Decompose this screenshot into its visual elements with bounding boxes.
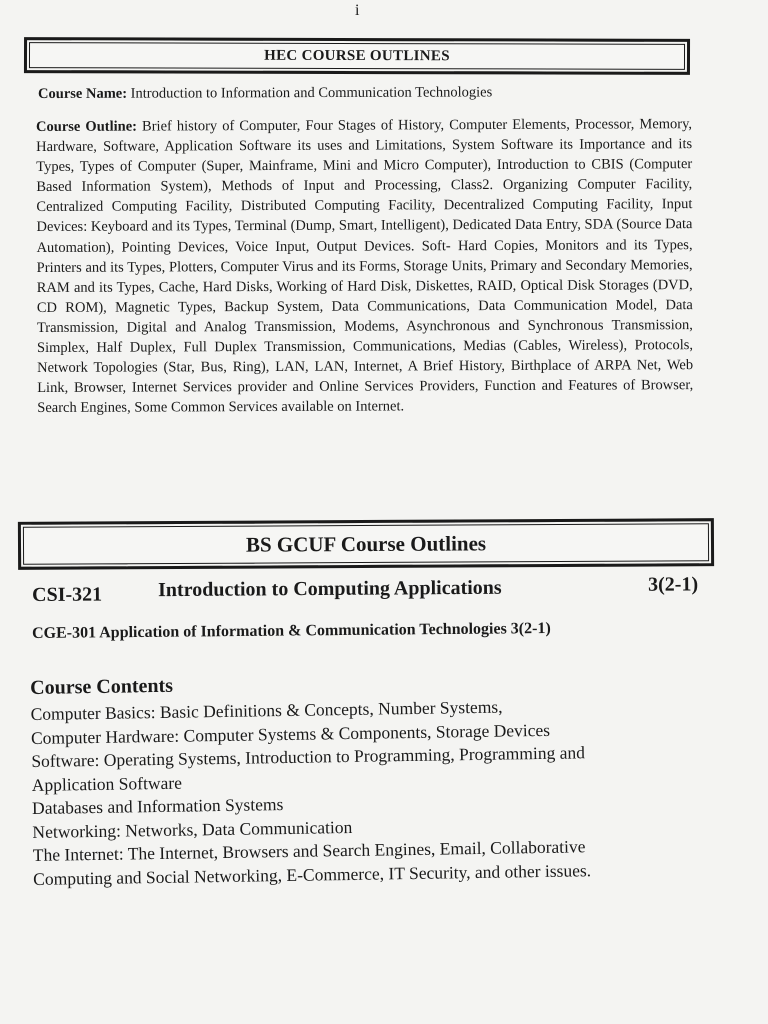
bs-banner: BS GCUF Course Outlines xyxy=(18,518,714,570)
course-name-label: Course Name: xyxy=(38,85,128,102)
page-number: i xyxy=(355,2,360,19)
contents-line: Networking: Networks, Data Communication xyxy=(32,816,353,842)
course-name-value: Introduction to Information and Communication Technologies xyxy=(130,84,493,102)
course-contents-heading: Course Contents xyxy=(30,674,174,699)
contents-line: Computing and Social Networking, E-Commerce, IT Security, and other issues. xyxy=(33,859,592,889)
course-contents xyxy=(30,664,723,891)
hec-course-name xyxy=(38,84,688,103)
hec-banner: HEC COURSE OUTLINES xyxy=(24,37,690,75)
hec-course-outline xyxy=(36,114,693,418)
contents-line: Computer Basics: Basic Definitions & Concepts, Number Systems, xyxy=(30,696,503,724)
contents-line: Software: Operating Systems, Introduction to Programming, Programming and xyxy=(31,742,586,771)
course-code: CSI-321 xyxy=(32,583,103,606)
contents-line: Databases and Information Systems xyxy=(31,794,284,818)
course-outline-label: Course Outline: xyxy=(36,118,137,135)
course-title: Introduction to Computing Applications xyxy=(158,576,502,602)
contents-line: Computer Hardware: Computer Systems & Components, Storage Devices xyxy=(30,719,551,748)
course-outline-text: Brief history of Computer, Four Stages of History, Computer Elements, Processor, Memory, Hardware, Software, Application Software its uses and Limitations, System Software its Importance and its Types, Types of Computer (Super, Mainframe, Mini and Micro Computer), Introduction to CBIS (Computer Based Information System), Methods of Input and Processing, Class2. Organizing Computer Facility, Centralized Computing Facility, Distributed Computing Facility, Decentralized Computing Facility, Input Devices: Keyboard and its Types, Terminal (Dump, Smart, Intelligent), Dedicated Data Entry, SDA (Source Data Automation), Pointing Devices, Voice Input, Output Devices. Soft- Hard Copies, Monitors and its Types, Printers and its Types, Plotters, Computer Virus and its Forms, Storage Units, Primary and Secondary Memories, RAM and its Types, Cache, Hard Disks, Working of Hard Disk, Diskettes, RAID, Optical Disk Storages (DVD, CD ROM), Magnetic Types, Backup System, Data Communications, Data Communication Model, Data Transmission, Digital and Analog Transmission, Modems, Asynchronous and Synchronous Transmission, Simplex, Half Duplex, Full Duplex Transmission, Communications, Medias (Cables, Wireless), Protocols, Network Topologies (Star, Bus, Ring), LAN, LAN, Internet, A Brief History, Birthplace of ARPA Net, Web Link, Browser, Internet Services provider and Online Services Providers, Function and Features of Browser, Search Engines, Some Common Services available on Internet. xyxy=(36,116,694,417)
contents-line: Application Software xyxy=(31,772,183,795)
csi-course-row xyxy=(32,573,700,608)
contents-line: The Internet: The Internet, Browsers and Search Engines, Email, Collaborative xyxy=(32,836,586,865)
course-credits: 3(2-1) xyxy=(648,573,699,596)
cge-course-line: CGE-301 Application of Information & Communication Technologies 3(2-1) xyxy=(32,620,551,642)
